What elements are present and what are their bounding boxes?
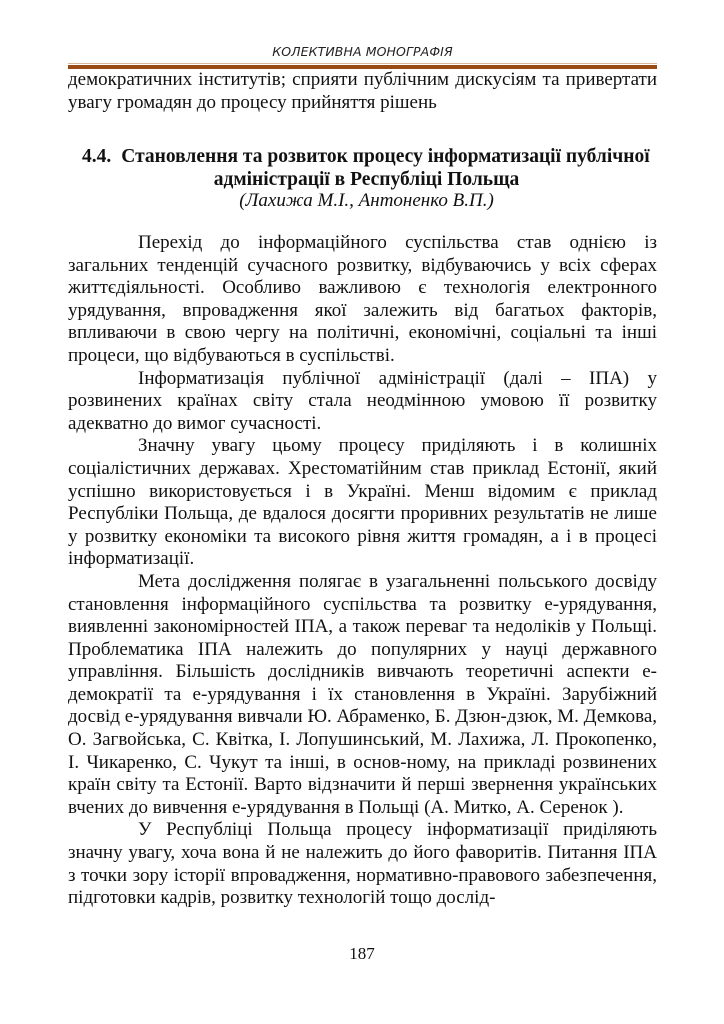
- section-heading: [68, 145, 657, 191]
- paragraph: Мета дослідження полягає в узагальненні польського досвіду становлення інформаційного суспільства та розвитку е-урядування, виявленні закономірностей ІПА, а також переваг та недоліків у Польщі. Проблематика ІПА належить до популярних у науці державного управління. Більшість дослідників вивчають теоретичні аспекти е-демократії та е-урядування і їх становлення в Україні. Зарубіжний досвід е-урядування вивчали Ю. Абраменко, Б. Дзюн-дзюк, М. Демкова, О. Загвойська, С. Квітка, І. Лопушинський, М. Лахижа, Л. Прокопенко, І. Чикаренко, С. Чукут та інші, в основ-ному, на прикладі розвинених країн світу та Естонії. Варто відзначити й перші звернення українських вчених до вивчення е-урядування в Польщі (А. Митко, А. Серенок ).: [68, 570, 657, 818]
- continuation-paragraph: демократичних інститутів; сприяти публічним дискусіям та привертати увагу громадян до процесу прийняття рішень: [68, 69, 657, 113]
- paragraph: Перехід до інформаційного суспільства став однією із загальних тенденцій сучасного розвитку, відбуваючись у всіх сферах життєдіяльності. Особливо важливою є технологія електронного урядування, впровадження якої залежить від багатьох факторів, впливаючи в свою чергу на політичні, економічні, соціальні та інші процеси, що відбуваються в суспільстві.: [68, 232, 657, 366]
- header-rule-thin: [68, 63, 657, 64]
- section-title-part2: адміністрації в Республіці Польща: [213, 169, 520, 190]
- paragraph: Інформатизація публічної адміністрації (далі – ІПА) у розвинених країнах світу стала неодмінною умовою її розвитку адекватно до вимог сучасності.: [68, 367, 657, 434]
- paragraph: Значну увагу цьому процесу приділяють і в колишніх соціалістичних державах. Хрестоматійним став приклад Естонії, який успішно використовується і в Україні. Менш відомим є приклад Республіки Польща, де вдалося досягти проривних результатів не лише у розвитку економіки та високого рівня життя громадян, а і в процесі інформатизації.: [68, 435, 657, 570]
- section-title-part1: Становлення та розвиток процесу інформатизації публічної: [121, 146, 650, 167]
- section-number: 4.4.: [82, 146, 112, 167]
- main-text-block: [68, 232, 657, 910]
- continuation-text-block: [68, 69, 657, 114]
- running-header: КОЛЕКТИВНА МОНОГРАФІЯ: [272, 44, 453, 59]
- section-heading-line1: [68, 145, 657, 168]
- paragraph: У Республіці Польща процесу інформатизації приділяють значну увагу, хоча вона й не належить до його фаворитів. Питання ІПА з точки зору історії впровадження, нормативно-правового забезпечення, підготовки кадрів, розвитку технологій тощо дослід-: [68, 819, 657, 909]
- page-number: 187: [349, 944, 375, 963]
- section-authors: (Лахижа М.І., Антоненко В.П.): [239, 190, 494, 211]
